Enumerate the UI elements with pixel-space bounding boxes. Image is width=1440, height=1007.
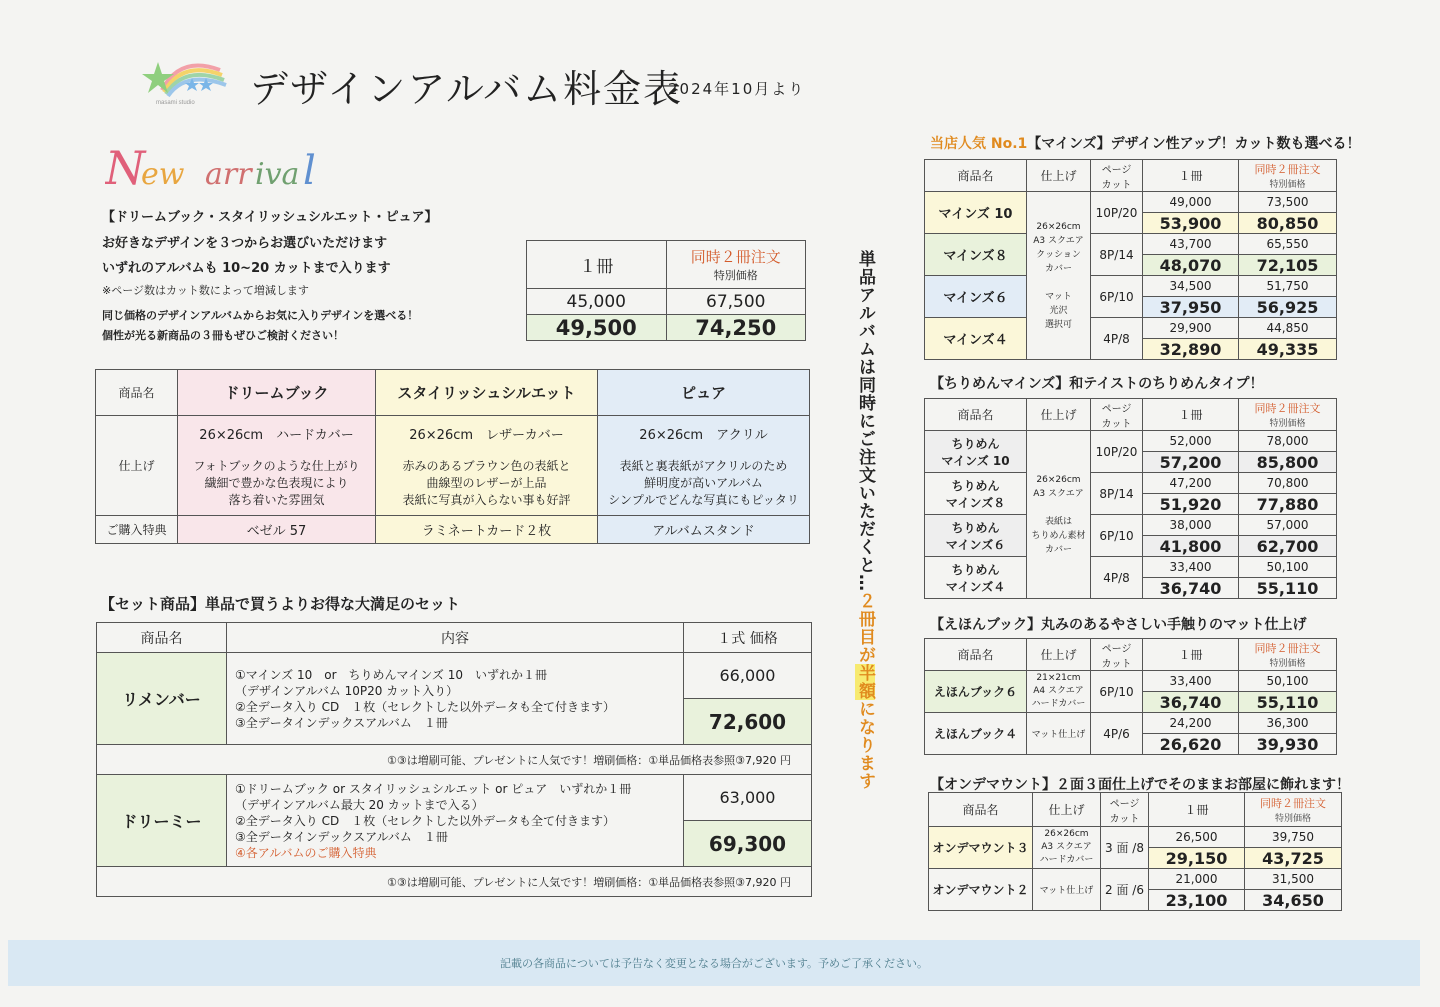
price-double-tax: 55,110 — [1239, 578, 1337, 599]
product-bonus: ラミネートカード２枚 — [376, 516, 598, 544]
mines-finish: 26×26cm A3 スクエア クッション カバー マット 光沢 選択可 — [1027, 192, 1091, 360]
price-double: 57,000 — [1239, 515, 1337, 536]
header-name: 商品名 — [929, 793, 1033, 827]
set-price-tax: 69,300 — [684, 821, 812, 867]
price-double: 67,500 — [666, 289, 806, 315]
price-double: 73,500 — [1239, 192, 1337, 213]
header-single: １冊 — [1149, 793, 1245, 827]
price-double: 50,100 — [1239, 557, 1337, 578]
product-name: ちりめん マインズ６ — [925, 515, 1027, 557]
price-header-double: 同時２冊注文 特別価格 — [666, 241, 806, 289]
price-single-tax: 57,200 — [1143, 452, 1239, 473]
price-double-tax: 72,105 — [1239, 255, 1337, 276]
price-single-tax: 29,150 — [1149, 848, 1245, 869]
price-single: 45,000 — [527, 289, 667, 315]
header-single: １冊 — [1143, 639, 1239, 671]
set-header-content: 内容 — [227, 623, 684, 653]
price-double-tax: 55,110 — [1239, 692, 1337, 713]
price-double: 31,500 — [1245, 869, 1342, 890]
new-arrival-line1: お好きなデザインを３つからお選びいただけます — [102, 236, 388, 251]
price-double-tax: 85,800 — [1239, 452, 1337, 473]
header-finish: 仕上げ — [1027, 639, 1091, 671]
header-page: ページ カット — [1091, 639, 1143, 671]
product-finish: 26×26cm ハードカバー フォトブックのような仕上がり 繊細で豊かな色表現により 落ち着いた雰囲気 — [178, 416, 376, 516]
page-count: 10P/20 — [1091, 431, 1143, 473]
price-double-tax: 34,650 — [1245, 890, 1342, 911]
price-single: 33,400 — [1143, 671, 1239, 692]
ondemount-title: 【オンデマウント】２面３面仕上げでそのままお部屋に飾れます！ — [930, 777, 1350, 793]
price-single: 26,500 — [1149, 827, 1245, 848]
page-title: デザインアルバム料金表 — [250, 67, 684, 111]
header-double: 同時２冊注文 特別価格 — [1239, 639, 1337, 671]
price-single-tax: 51,920 — [1143, 494, 1239, 515]
price-double-tax: 49,335 — [1239, 339, 1337, 360]
new-arrival-line3: 同じ価格のデザインアルバムからお気に入りデザインを選べる！ — [102, 309, 419, 322]
price-single-tax: 26,620 — [1143, 734, 1239, 755]
footer-disclaimer — [8, 940, 1420, 986]
price-single: 29,900 — [1143, 318, 1239, 339]
studio-logo — [140, 50, 230, 106]
product-name: スタイリッシュシルエット — [376, 370, 598, 416]
page-count: 8P/14 — [1091, 473, 1143, 515]
row-label-name: 商品名 — [96, 370, 178, 416]
header-double: 同時２冊注文 特別価格 — [1245, 793, 1342, 827]
price-double: 51,750 — [1239, 276, 1337, 297]
price-single-tax: 53,900 — [1143, 213, 1239, 234]
header-double: 同時２冊注文 特別価格 — [1239, 399, 1337, 431]
svg-text:l: l — [303, 148, 316, 194]
ehon-finish: 21×21cm A4 スクエア ハードカバー — [1027, 671, 1091, 713]
mines-title: 当店人気 No.1【マインズ】デザイン性アップ！カット数も選べる！ — [930, 136, 1361, 152]
price-single: 24,200 — [1143, 713, 1239, 734]
page-count: 4P/6 — [1091, 713, 1143, 755]
svg-text:ew: ew — [141, 157, 185, 192]
set-name: リメンバー — [97, 653, 227, 745]
price-double: 50,100 — [1239, 671, 1337, 692]
set-section-title: 【セット商品】単品で買うよりお得な大満足のセット — [100, 595, 461, 613]
header-name: 商品名 — [925, 160, 1027, 192]
new-arrival-heading: 【ドリームブック・スタイリッシュシルエット・ピュア】 — [102, 210, 438, 225]
svg-text:iva: iva — [255, 157, 300, 192]
header-name: 商品名 — [925, 399, 1027, 431]
header-name: 商品名 — [925, 639, 1027, 671]
price-double: 39,750 — [1245, 827, 1342, 848]
header-page: ページ カット — [1091, 399, 1143, 431]
product-name: マインズ 10 — [925, 192, 1027, 234]
header-finish: 仕上げ — [1027, 160, 1091, 192]
price-single-tax: 23,100 — [1149, 890, 1245, 911]
product-name: ちりめん マインズ８ — [925, 473, 1027, 515]
header-finish: 仕上げ — [1027, 399, 1091, 431]
ondemount-finish: 26×26cm A3 スクエア ハードカバー — [1033, 827, 1101, 869]
page-count: 6P/10 — [1091, 276, 1143, 318]
new-arrival-line2: いずれのアルバムも 10~20 カットまで入ります — [102, 261, 391, 276]
product-name: マインズ４ — [925, 318, 1027, 360]
price-double-tax: 62,700 — [1239, 536, 1337, 557]
product-name: マインズ６ — [925, 276, 1027, 318]
set-name: ドリーミー — [97, 775, 227, 867]
set-header-name: 商品名 — [97, 623, 227, 653]
price-single-tax: 32,890 — [1143, 339, 1239, 360]
price-double: 36,300 — [1239, 713, 1337, 734]
price-single: 34,500 — [1143, 276, 1239, 297]
price-double: 70,800 — [1239, 473, 1337, 494]
price-double-tax: 74,250 — [666, 315, 806, 341]
header-page: ページ カット — [1101, 793, 1149, 827]
price-single-tax: 37,950 — [1143, 297, 1239, 318]
price-single: 52,000 — [1143, 431, 1239, 452]
product-name: ちりめん マインズ４ — [925, 557, 1027, 599]
header-page: ページ カット — [1091, 160, 1143, 192]
page-count: 10P/20 — [1091, 192, 1143, 234]
header-single: １冊 — [1143, 160, 1239, 192]
product-finish: 26×26cm レザーカバー 赤みのあるブラウン色の表紙と 曲線型のレザーが上品 表紙に写真が入らない事も好評 — [376, 416, 598, 516]
product-bonus: ベゼル 57 — [178, 516, 376, 544]
price-header-single: １冊 — [527, 241, 667, 289]
new-arrival-logo — [105, 140, 335, 196]
price-single-tax: 41,800 — [1143, 536, 1239, 557]
product-comparison-table — [95, 369, 810, 544]
price-single-tax: 36,740 — [1143, 578, 1239, 599]
price-single-tax: 36,740 — [1143, 692, 1239, 713]
chirimen-price-table — [924, 398, 1337, 599]
price-single: 49,000 — [1143, 192, 1239, 213]
price-single: 33,400 — [1143, 557, 1239, 578]
set-price-tax: 72,600 — [684, 699, 812, 745]
page-count: 8P/14 — [1091, 234, 1143, 276]
set-content: ①マインズ 10 or ちりめんマインズ 10 いずれか１冊 （デザインアルバム 10P20 カット入り） ②全データ入り CD １枚（セレクトした以外データも全て付きます） ③全データインデックスアルバム １冊 — [227, 653, 684, 745]
price-single-tax: 48,070 — [1143, 255, 1239, 276]
price-double: 44,850 — [1239, 318, 1337, 339]
product-name: えほんブック６ — [925, 671, 1027, 713]
svg-text:arr: arr — [205, 157, 252, 192]
product-bonus: アルバムスタンド — [598, 516, 810, 544]
price-single: 43,700 — [1143, 234, 1239, 255]
footer-text: 記載の各商品については予告なく変更となる場合がございます。予めご了承ください。 — [500, 957, 928, 970]
price-double-tax: 77,880 — [1239, 494, 1337, 515]
page-count: 3 面 /8 — [1101, 827, 1149, 869]
page-count: 6P/10 — [1091, 671, 1143, 713]
effective-date: 2024年10月より — [668, 80, 806, 98]
ehon-title: 【えほんブック】丸みのあるやさしい手触りのマット仕上げ — [930, 617, 1307, 633]
half-price-vertical-note: 単品アルバムは同時にご注文いただくと…２冊目が半額になります — [855, 250, 875, 790]
set-note: ①③は増刷可能、プレゼントに人気です！増刷価格：①単品価格表参照③7,920 円 — [97, 745, 812, 775]
price-single: 21,000 — [1149, 869, 1245, 890]
price-double: 78,000 — [1239, 431, 1337, 452]
page-count: 2 面 /6 — [1101, 869, 1149, 911]
price-single: 47,200 — [1143, 473, 1239, 494]
svg-text:N: N — [105, 141, 146, 195]
product-name: ドリームブック — [178, 370, 376, 416]
product-name: オンデマウント２ — [929, 869, 1033, 911]
price-double-tax: 80,850 — [1239, 213, 1337, 234]
chirimen-title: 【ちりめんマインズ】和テイストのちりめんタイプ！ — [930, 376, 1264, 392]
new-arrival-price-table — [526, 240, 806, 341]
price-single: 38,000 — [1143, 515, 1239, 536]
new-arrival-line4: 個性が光る新商品の３冊もぜひご検討ください！ — [102, 329, 344, 342]
product-name: ちりめん マインズ 10 — [925, 431, 1027, 473]
product-name: ピュア — [598, 370, 810, 416]
header-single: １冊 — [1143, 399, 1239, 431]
page-count: 4P/8 — [1091, 318, 1143, 360]
set-price: 63,000 — [684, 775, 812, 821]
set-price: 66,000 — [684, 653, 812, 699]
price-single-tax: 49,500 — [527, 315, 667, 341]
logo-text: masami studio — [156, 100, 195, 106]
product-name: オンデマウント３ — [929, 827, 1033, 869]
price-double-tax: 56,925 — [1239, 297, 1337, 318]
chirimen-finish: 26×26cm A3 スクエア 表紙は ちりめん素材 カバー — [1027, 431, 1091, 599]
price-double: 65,550 — [1239, 234, 1337, 255]
ondemount-price-table — [928, 792, 1342, 911]
ondemount-finish: マット仕上げ — [1033, 869, 1101, 911]
set-content: ①ドリームブック or スタイリッシュシルエット or ピュア いずれか１冊 （デザインアルバム最大 20 カットまで入る） ②全データ入り CD １枚（セレクトした以外データも全て付きます） ③全データインデックスアルバム １冊 ④各アルバムのご購入特典 — [227, 775, 684, 867]
row-label-bonus: ご購入特典 — [96, 516, 178, 544]
ehon-price-table — [924, 638, 1337, 755]
ehon-finish: マット仕上げ — [1027, 713, 1091, 755]
product-name: えほんブック４ — [925, 713, 1027, 755]
set-note: ①③は増刷可能、プレゼントに人気です！増刷価格：①単品価格表参照③7,920 円 — [97, 867, 812, 897]
product-finish: 26×26cm アクリル 表紙と裏表紙がアクリルのため 鮮明度が高いアルバム シンプルでどんな写真にもピッタリ — [598, 416, 810, 516]
set-products-table — [96, 622, 812, 897]
set-header-price: １式 価格 — [684, 623, 812, 653]
mines-price-table — [924, 159, 1337, 360]
header-finish: 仕上げ — [1033, 793, 1101, 827]
price-double-tax: 39,930 — [1239, 734, 1337, 755]
header-double: 同時２冊注文 特別価格 — [1239, 160, 1337, 192]
new-arrival-note: ※ページ数はカット数によって増減します — [102, 284, 309, 297]
price-double-tax: 43,725 — [1245, 848, 1342, 869]
product-name: マインズ８ — [925, 234, 1027, 276]
page-count: 4P/8 — [1091, 557, 1143, 599]
page-count: 6P/10 — [1091, 515, 1143, 557]
row-label-finish: 仕上げ — [96, 416, 178, 516]
